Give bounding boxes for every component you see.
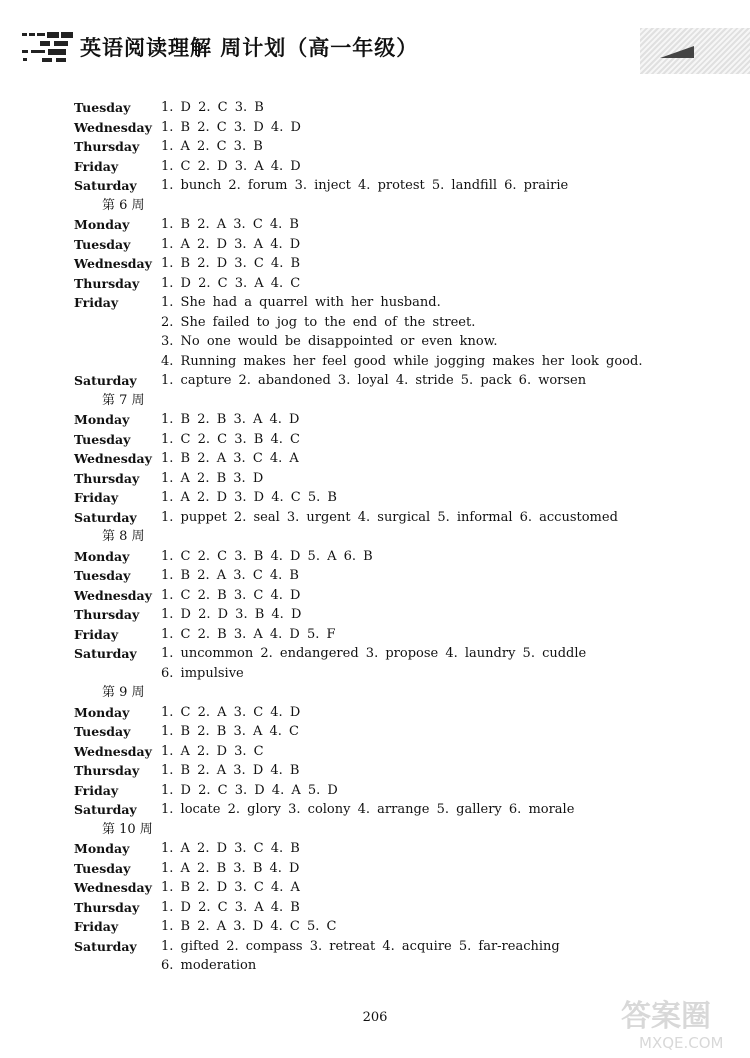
day-label: Saturday (74, 646, 137, 661)
week-heading: 第 8 周 (102, 529, 145, 544)
day-label: Friday (74, 490, 119, 505)
answer-row (74, 605, 694, 625)
answer-row (74, 352, 694, 372)
day-label: Tuesday (74, 724, 131, 739)
answer-text: 1. gifted 2. compass 3. retreat 4. acquire 5. far-reaching (161, 938, 560, 954)
answer-row (74, 664, 694, 684)
day-label: Friday (74, 626, 119, 642)
day-label: Tuesday (74, 100, 131, 115)
week-heading: 第 7 周 (102, 392, 145, 408)
answer-text: 1. B 2. B 3. A 4. D (161, 412, 300, 427)
answer-text: 1. A 2. D 3. D 4. C 5. B (161, 490, 337, 505)
day-label: Saturday (74, 373, 137, 388)
answer-text: 1. C 2. A 3. C 4. D (161, 704, 301, 720)
answer-row (74, 98, 694, 118)
day-label: Tuesday (74, 236, 131, 252)
day-label: Monday (74, 548, 130, 564)
day-label: Friday (74, 919, 119, 934)
answer-row (74, 878, 694, 898)
day-label: Monday (74, 217, 130, 232)
answer-text: 1. B 2. A 3. C 4. B (161, 568, 299, 583)
answer-text: 6. impulsive (161, 665, 244, 681)
answer-text: 2. She failed to jog to the end of the street. (161, 314, 476, 330)
answer-row (74, 722, 694, 742)
week-heading: 第 9 周 (102, 685, 145, 700)
week-heading: 第 10 周 (102, 821, 153, 837)
week-heading-row (74, 391, 694, 411)
answer-text: 1. D 2. D 3. B 4. D (161, 607, 302, 622)
day-label: Thursday (74, 470, 140, 486)
answer-text: 1. C 2. C 3. B 4. D 5. A 6. B (161, 548, 373, 564)
page-header-title: 英语阅读理解 周计划（高一年级） (80, 35, 419, 60)
day-label: Tuesday (74, 568, 131, 583)
day-label: Thursday (74, 607, 140, 622)
answer-text: 1. C 2. D 3. A 4. D (161, 158, 301, 174)
answer-row (74, 293, 694, 313)
day-label: Monday (74, 841, 130, 856)
answer-row (74, 586, 694, 606)
answer-text: 1. B 2. A 3. D 4. C 5. C (161, 919, 337, 934)
week-heading-row (74, 527, 694, 547)
answer-text: 1. B 2. D 3. C 4. B (161, 256, 301, 271)
answer-text: 1. A 2. D 3. C (161, 743, 264, 759)
day-label: Wednesday (74, 587, 152, 603)
answer-row (74, 469, 694, 489)
day-label: Thursday (74, 139, 140, 154)
answer-text: 1. B 2. A 3. C 4. B (161, 217, 299, 232)
day-label: Wednesday (74, 743, 152, 759)
answer-text: 1. D 2. C 3. D 4. A 5. D (161, 782, 338, 798)
answer-row (74, 937, 694, 957)
day-label: Wednesday (74, 451, 152, 466)
answer-text: 1. locate 2. glory 3. colony 4. arrange 5. gallery 6. morale (161, 802, 575, 817)
answer-text: 1. A 2. C 3. B (161, 139, 263, 154)
day-label: Saturday (74, 802, 137, 817)
day-label: Tuesday (74, 860, 131, 876)
answer-text: 1. C 2. B 3. C 4. D (161, 587, 301, 603)
answer-row (74, 332, 694, 352)
day-label: Monday (74, 704, 130, 720)
answer-row (74, 859, 694, 879)
week-heading: 第 6 周 (102, 197, 145, 213)
answer-text: 1. B 2. A 3. C 4. A (161, 451, 299, 466)
day-label: Tuesday (74, 431, 131, 447)
answer-text: 1. C 2. C 3. B 4. C (161, 431, 300, 447)
answer-row (74, 781, 694, 801)
answer-row (74, 176, 694, 196)
answer-text: 1. A 2. D 3. C 4. B (161, 841, 300, 856)
answer-row (74, 761, 694, 781)
publisher-logo-icon (20, 30, 76, 64)
answer-list (74, 98, 694, 976)
page-number: 206 (362, 1010, 388, 1025)
answer-text: 1. She had a quarrel with her husband. (161, 295, 441, 310)
page-header (0, 28, 750, 72)
day-label: Friday (74, 158, 119, 174)
week-heading-row (74, 196, 694, 216)
answer-row (74, 137, 694, 157)
answer-text: 3. No one would be disappointed or even know. (161, 334, 498, 349)
answer-row (74, 839, 694, 859)
answer-row (74, 488, 694, 508)
day-label: Thursday (74, 763, 140, 778)
answer-row (74, 215, 694, 235)
header-arrow-icon (660, 46, 694, 58)
answer-row (74, 800, 694, 820)
answer-row (74, 235, 694, 255)
day-label: Saturday (74, 938, 137, 954)
answer-text: 1. B 2. B 3. A 4. C (161, 724, 299, 739)
answer-text: 6. moderation (161, 958, 257, 973)
answer-row (74, 254, 694, 274)
answer-text: 1. D 2. C 3. B (161, 100, 264, 115)
day-label: Friday (74, 295, 119, 310)
answer-row (74, 644, 694, 664)
day-label: Saturday (74, 178, 137, 193)
answer-text: 1. D 2. C 3. A 4. B (161, 899, 300, 915)
answer-row (74, 898, 694, 918)
day-label: Wednesday (74, 119, 152, 135)
watermark-logo (617, 992, 745, 1054)
answer-text: 1. A 2. B 3. D (161, 470, 264, 486)
answer-row (74, 956, 694, 976)
answer-text: 1. B 2. A 3. D 4. B (161, 763, 300, 778)
day-label: Monday (74, 412, 130, 427)
answer-row (74, 703, 694, 723)
day-label: Wednesday (74, 880, 152, 895)
day-label: Thursday (74, 899, 140, 915)
answer-text: 1. capture 2. abandoned 3. loyal 4. stride 5. pack 6. worsen (161, 373, 587, 388)
answer-row (74, 449, 694, 469)
answer-row (74, 742, 694, 762)
answer-row (74, 157, 694, 177)
answer-row (74, 410, 694, 430)
answer-text: 4. Running makes her feel good while jogging makes her look good. (161, 353, 643, 369)
answer-text: 1. A 2. D 3. A 4. D (161, 236, 301, 252)
answer-text: 1. D 2. C 3. A 4. C (161, 275, 301, 291)
answer-row (74, 566, 694, 586)
answer-row (74, 508, 694, 528)
answer-row (74, 430, 694, 450)
answer-row (74, 547, 694, 567)
day-label: Saturday (74, 509, 137, 525)
watermark-text: 答案圈 (621, 999, 711, 1034)
answer-text: 1. puppet 2. seal 3. urgent 4. surgical 5. informal 6. accustomed (161, 509, 618, 525)
answer-row (74, 371, 694, 391)
day-label: Friday (74, 782, 119, 798)
answer-text: 1. B 2. D 3. C 4. A (161, 880, 300, 895)
answer-row (74, 313, 694, 333)
answer-text: 1. bunch 2. forum 3. inject 4. protest 5. landfill 6. prairie (161, 178, 569, 193)
week-heading-row (74, 683, 694, 703)
answer-text: 1. uncommon 2. endangered 3. propose 4. laundry 5. cuddle (161, 646, 587, 661)
answer-row (74, 625, 694, 645)
day-label: Thursday (74, 275, 140, 291)
answer-text: 1. A 2. B 3. B 4. D (161, 860, 300, 876)
answer-text: 1. B 2. C 3. D 4. D (161, 119, 301, 135)
week-heading-row (74, 820, 694, 840)
answer-text: 1. C 2. B 3. A 4. D 5. F (161, 626, 336, 642)
answer-row (74, 917, 694, 937)
answer-row (74, 274, 694, 294)
header-texture (640, 28, 750, 74)
day-label: Wednesday (74, 256, 152, 271)
watermark-subtext: MXQE.COM (639, 1034, 724, 1052)
answer-row (74, 118, 694, 138)
